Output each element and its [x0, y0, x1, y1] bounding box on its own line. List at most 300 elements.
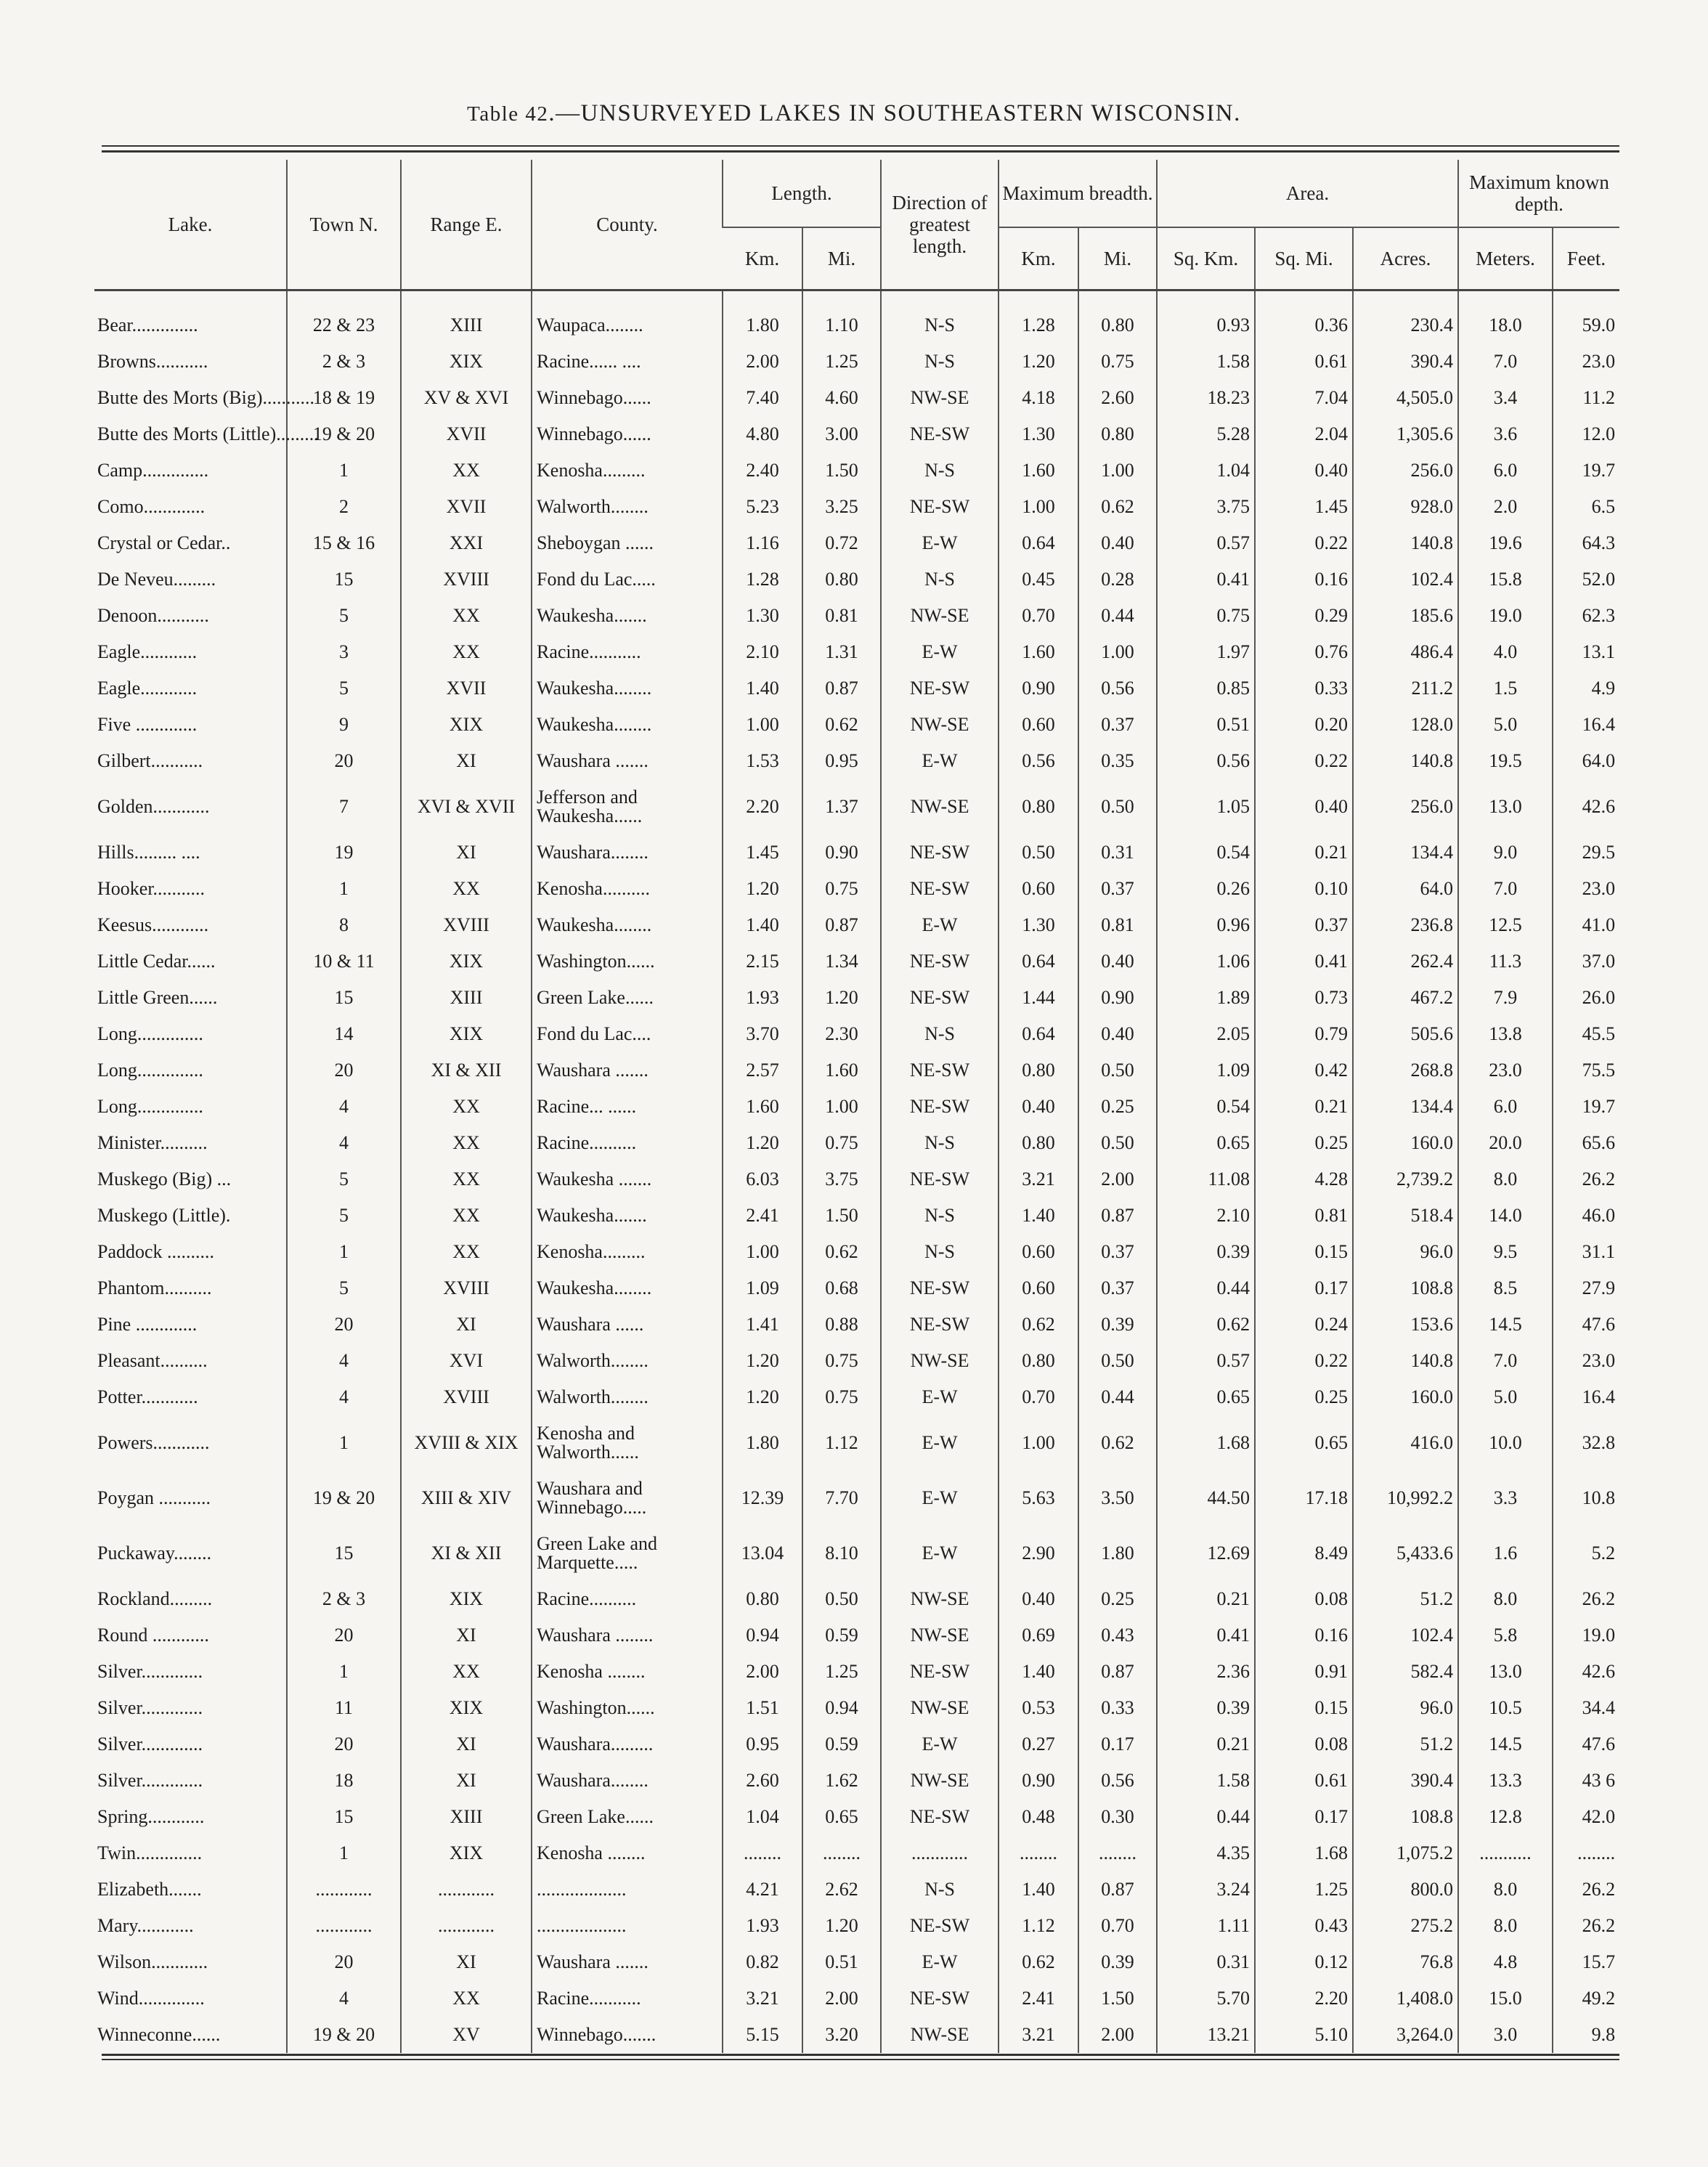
- cell-breadth-mi: 0.87: [1078, 1871, 1157, 1908]
- cell-sq-mi: 0.37: [1255, 907, 1353, 943]
- table-row: [94, 598, 1619, 634]
- cell-lake: Round ............: [97, 1625, 209, 1646]
- cell-acres: 416.0: [1353, 1415, 1458, 1471]
- cell-sq-mi: 0.40: [1255, 779, 1353, 834]
- cell-feet: 42.0: [1553, 1799, 1619, 1835]
- cell-length-km: 4.21: [723, 1871, 802, 1908]
- cell-meters: 11.3: [1458, 943, 1553, 980]
- cell-breadth-mi: 0.56: [1078, 670, 1157, 707]
- table-row: [94, 670, 1619, 707]
- cell-acres: 268.8: [1353, 1052, 1458, 1089]
- cell-town: 1: [287, 1654, 401, 1690]
- cell-lake: Little Cedar......: [97, 951, 216, 972]
- cell-county: Waushara .......: [532, 743, 723, 779]
- cell-feet: 49.2: [1553, 1980, 1619, 2017]
- cell-acres: 5,433.6: [1353, 1526, 1458, 1581]
- cell-sq-km: 18.23: [1157, 380, 1255, 416]
- cell-range: XVIII: [401, 561, 532, 598]
- cell-length-km: 13.04: [723, 1526, 802, 1581]
- cell-feet: 5.2: [1553, 1526, 1619, 1581]
- cell-town: 4: [287, 1089, 401, 1125]
- cell-breadth-mi: 0.25: [1078, 1089, 1157, 1125]
- cell-breadth-km: 0.70: [999, 1379, 1078, 1415]
- cell-feet: 23.0: [1553, 343, 1619, 380]
- cell-breadth-km: 1.40: [999, 1654, 1078, 1690]
- table-row: [94, 525, 1619, 561]
- cell-sq-km: 0.62: [1157, 1306, 1255, 1343]
- cell-breadth-mi: 0.44: [1078, 1379, 1157, 1415]
- cell-breadth-mi: 0.90: [1078, 980, 1157, 1016]
- cell-breadth-km: 0.50: [999, 834, 1078, 871]
- cell-sq-mi: 0.43: [1255, 1908, 1353, 1944]
- cell-meters: 19.0: [1458, 598, 1553, 634]
- cell-sq-km: 0.26: [1157, 871, 1255, 907]
- cell-lake: Como.............: [97, 496, 206, 517]
- cell-town: 20: [287, 1726, 401, 1763]
- table-row: [94, 1052, 1619, 1089]
- cell-county: Walworth........: [532, 1379, 723, 1415]
- cell-direction: N-S: [881, 1198, 999, 1234]
- cell-sq-km: 4.35: [1157, 1835, 1255, 1871]
- cell-length-mi: 2.30: [802, 1016, 881, 1052]
- header-length-km: Km.: [723, 227, 802, 290]
- cell-length-km: ........: [723, 1835, 802, 1871]
- cell-feet: 47.6: [1553, 1306, 1619, 1343]
- cell-town: 4: [287, 1980, 401, 2017]
- cell-sq-mi: 0.25: [1255, 1379, 1353, 1415]
- cell-meters: 8.0: [1458, 1908, 1553, 1944]
- cell-sq-km: 0.65: [1157, 1379, 1255, 1415]
- cell-town: 5: [287, 1198, 401, 1234]
- cell-feet: 19.0: [1553, 1617, 1619, 1654]
- cell-town: 4: [287, 1343, 401, 1379]
- cell-meters: 8.0: [1458, 1871, 1553, 1908]
- cell-breadth-km: 0.60: [999, 871, 1078, 907]
- cell-length-mi: 1.50: [802, 452, 881, 489]
- cell-range: XIII: [401, 307, 532, 343]
- cell-lake: Powers............: [97, 1432, 210, 1453]
- cell-range: XI: [401, 1763, 532, 1799]
- cell-meters: 15.0: [1458, 1980, 1553, 2017]
- cell-county: Waukesha .......: [532, 1161, 723, 1198]
- cell-breadth-km: ........: [999, 1835, 1078, 1871]
- cell-breadth-km: 1.40: [999, 1198, 1078, 1234]
- cell-meters: 9.5: [1458, 1234, 1553, 1270]
- cell-feet: 4.9: [1553, 670, 1619, 707]
- cell-sq-km: 0.57: [1157, 1343, 1255, 1379]
- cell-acres: 185.6: [1353, 598, 1458, 634]
- table-row: [94, 1799, 1619, 1835]
- cell-lake: Twin..............: [97, 1842, 203, 1863]
- cell-sq-mi: 0.81: [1255, 1198, 1353, 1234]
- cell-length-km: 4.80: [723, 416, 802, 452]
- cell-length-km: 1.20: [723, 1379, 802, 1415]
- table-row: [94, 871, 1619, 907]
- cell-county: ...................: [532, 1908, 723, 1944]
- cell-sq-km: 1.04: [1157, 452, 1255, 489]
- cell-length-mi: 2.62: [802, 1871, 881, 1908]
- cell-meters: 20.0: [1458, 1125, 1553, 1161]
- cell-town: ............: [287, 1908, 401, 1944]
- cell-breadth-km: 1.28: [999, 307, 1078, 343]
- cell-breadth-km: 0.90: [999, 1763, 1078, 1799]
- table-title-text: .—UNSURVEYED LAKES IN SOUTHEASTERN WISCONSIN.: [548, 100, 1241, 126]
- cell-lake: Silver.............: [97, 1733, 203, 1755]
- cell-length-mi: 0.95: [802, 743, 881, 779]
- cell-county: Winnebago......: [532, 380, 723, 416]
- cell-sq-km: 0.56: [1157, 743, 1255, 779]
- cell-sq-mi: 0.65: [1255, 1415, 1353, 1471]
- cell-breadth-mi: 0.37: [1078, 1234, 1157, 1270]
- cell-breadth-mi: 0.43: [1078, 1617, 1157, 1654]
- cell-lake: Wilson............: [97, 1951, 208, 1972]
- header-depth: Maximum known depth.: [1458, 160, 1619, 227]
- cell-breadth-km: 2.90: [999, 1526, 1078, 1581]
- cell-meters: 2.0: [1458, 489, 1553, 525]
- cell-county: Fond du Lac....: [532, 1016, 723, 1052]
- cell-feet: 19.7: [1553, 452, 1619, 489]
- cell-length-mi: 1.31: [802, 634, 881, 670]
- cell-lake: Crystal or Cedar..: [97, 532, 231, 553]
- cell-meters: 14.5: [1458, 1306, 1553, 1343]
- cell-acres: 102.4: [1353, 561, 1458, 598]
- cell-lake: Muskego (Little).: [97, 1205, 231, 1226]
- cell-direction: NE-SW: [881, 489, 999, 525]
- cell-range: XVII: [401, 489, 532, 525]
- cell-county: Waushara........: [532, 1763, 723, 1799]
- cell-length-mi: 0.75: [802, 871, 881, 907]
- cell-county: ...................: [532, 1871, 723, 1908]
- cell-town: 20: [287, 743, 401, 779]
- cell-county: Racine..........: [532, 1125, 723, 1161]
- header-acres: Acres.: [1353, 227, 1458, 290]
- cell-meters: 7.0: [1458, 1343, 1553, 1379]
- table-row: [94, 416, 1619, 452]
- cell-lake: Puckaway........: [97, 1542, 212, 1564]
- cell-town: 1: [287, 1835, 401, 1871]
- cell-length-mi: 1.20: [802, 1908, 881, 1944]
- header-meters: Meters.: [1458, 227, 1553, 290]
- cell-range: XVIII & XIX: [401, 1415, 532, 1471]
- table-row: [94, 907, 1619, 943]
- bottom-rule-double: [102, 2059, 1619, 2060]
- cell-acres: 64.0: [1353, 871, 1458, 907]
- cell-town: 2: [287, 489, 401, 525]
- cell-breadth-mi: 0.50: [1078, 1052, 1157, 1089]
- header-breadth-mi: Mi.: [1078, 227, 1157, 290]
- cell-feet: 12.0: [1553, 416, 1619, 452]
- cell-range: XI: [401, 1944, 532, 1980]
- cell-meters: 9.0: [1458, 834, 1553, 871]
- cell-feet: 75.5: [1553, 1052, 1619, 1089]
- cell-lake: Pine .............: [97, 1314, 198, 1335]
- cell-length-mi: 0.90: [802, 834, 881, 871]
- cell-county: Green Lake and Marquette.....: [532, 1526, 723, 1581]
- cell-range: XIII & XIV: [401, 1471, 532, 1526]
- cell-lake: Paddock ..........: [97, 1241, 215, 1262]
- cell-sq-mi: 0.17: [1255, 1799, 1353, 1835]
- cell-breadth-km: 0.62: [999, 1306, 1078, 1343]
- cell-direction: NW-SE: [881, 1763, 999, 1799]
- cell-sq-km: 0.93: [1157, 307, 1255, 343]
- cell-county: Washington......: [532, 943, 723, 980]
- cell-acres: 102.4: [1353, 1617, 1458, 1654]
- cell-breadth-km: 0.69: [999, 1617, 1078, 1654]
- cell-length-km: 1.93: [723, 980, 802, 1016]
- cell-lake: Muskego (Big) ...: [97, 1168, 232, 1190]
- cell-lake: Wind..............: [97, 1988, 205, 2009]
- cell-direction: NE-SW: [881, 1306, 999, 1343]
- cell-sq-mi: 1.45: [1255, 489, 1353, 525]
- cell-feet: 32.8: [1553, 1415, 1619, 1471]
- cell-sq-mi: 0.40: [1255, 452, 1353, 489]
- cell-acres: 230.4: [1353, 307, 1458, 343]
- cell-acres: 140.8: [1353, 1343, 1458, 1379]
- cell-range: XIX: [401, 343, 532, 380]
- cell-sq-km: 12.69: [1157, 1526, 1255, 1581]
- cell-breadth-mi: 0.28: [1078, 561, 1157, 598]
- cell-sq-km: 0.54: [1157, 834, 1255, 871]
- cell-feet: 29.5: [1553, 834, 1619, 871]
- cell-direction: E-W: [881, 1526, 999, 1581]
- cell-direction: NE-SW: [881, 1654, 999, 1690]
- cell-length-mi: 0.59: [802, 1726, 881, 1763]
- cell-length-mi: 1.34: [802, 943, 881, 980]
- cell-length-mi: 0.62: [802, 707, 881, 743]
- cell-acres: 1,075.2: [1353, 1835, 1458, 1871]
- cell-range: XIII: [401, 1799, 532, 1835]
- cell-town: 19 & 20: [287, 2017, 401, 2053]
- cell-feet: 26.2: [1553, 1871, 1619, 1908]
- cell-direction: N-S: [881, 1871, 999, 1908]
- cell-breadth-km: 0.64: [999, 943, 1078, 980]
- header-town: Town N.: [287, 160, 401, 290]
- cell-meters: 13.0: [1458, 1654, 1553, 1690]
- cell-breadth-mi: ........: [1078, 1835, 1157, 1871]
- cell-town: 8: [287, 907, 401, 943]
- cell-length-km: 12.39: [723, 1471, 802, 1526]
- cell-range: XX: [401, 1089, 532, 1125]
- cell-breadth-km: 0.80: [999, 1125, 1078, 1161]
- cell-lake: Spring............: [97, 1806, 205, 1827]
- cell-direction: NW-SE: [881, 598, 999, 634]
- cell-length-km: 2.40: [723, 452, 802, 489]
- cell-breadth-km: 1.00: [999, 1415, 1078, 1471]
- cell-breadth-km: 0.40: [999, 1581, 1078, 1617]
- cell-town: 19 & 20: [287, 416, 401, 452]
- header-range: Range E.: [401, 160, 532, 290]
- cell-acres: 51.2: [1353, 1581, 1458, 1617]
- cell-sq-mi: 0.15: [1255, 1690, 1353, 1726]
- cell-feet: 59.0: [1553, 307, 1619, 343]
- cell-town: 19: [287, 834, 401, 871]
- cell-length-mi: 8.10: [802, 1526, 881, 1581]
- cell-acres: 518.4: [1353, 1198, 1458, 1234]
- table-body: [94, 290, 1619, 2054]
- cell-sq-mi: 0.41: [1255, 943, 1353, 980]
- cell-breadth-km: 0.70: [999, 598, 1078, 634]
- cell-town: 11: [287, 1690, 401, 1726]
- cell-breadth-km: 1.30: [999, 907, 1078, 943]
- cell-feet: 16.4: [1553, 1379, 1619, 1415]
- cell-breadth-km: 0.53: [999, 1690, 1078, 1726]
- cell-county: Green Lake......: [532, 980, 723, 1016]
- cell-sq-mi: 0.17: [1255, 1270, 1353, 1306]
- cell-sq-km: 1.06: [1157, 943, 1255, 980]
- cell-feet: 6.5: [1553, 489, 1619, 525]
- cell-sq-km: 0.39: [1157, 1234, 1255, 1270]
- cell-sq-km: 0.21: [1157, 1581, 1255, 1617]
- cell-town: 5: [287, 598, 401, 634]
- table-row: [94, 561, 1619, 598]
- cell-length-mi: 1.10: [802, 307, 881, 343]
- table-row: [94, 489, 1619, 525]
- cell-meters: 8.0: [1458, 1581, 1553, 1617]
- cell-sq-mi: 0.25: [1255, 1125, 1353, 1161]
- cell-acres: 928.0: [1353, 489, 1458, 525]
- table-row: [94, 1690, 1619, 1726]
- cell-sq-mi: 0.42: [1255, 1052, 1353, 1089]
- cell-breadth-km: 4.18: [999, 380, 1078, 416]
- cell-town: 4: [287, 1125, 401, 1161]
- cell-direction: N-S: [881, 343, 999, 380]
- cell-direction: NE-SW: [881, 1161, 999, 1198]
- cell-length-km: 1.51: [723, 1690, 802, 1726]
- cell-range: XI: [401, 743, 532, 779]
- cell-acres: 76.8: [1353, 1944, 1458, 1980]
- cell-town: 9: [287, 707, 401, 743]
- cell-meters: 8.5: [1458, 1270, 1553, 1306]
- table-row: [94, 380, 1619, 416]
- cell-lake: Elizabeth.......: [97, 1879, 202, 1900]
- cell-sq-km: 0.54: [1157, 1089, 1255, 1125]
- cell-meters: 10.5: [1458, 1690, 1553, 1726]
- table-spacer: [94, 290, 1619, 308]
- cell-town: 18: [287, 1763, 401, 1799]
- cell-meters: 4.0: [1458, 634, 1553, 670]
- cell-breadth-mi: 1.80: [1078, 1526, 1157, 1581]
- cell-direction: NE-SW: [881, 1052, 999, 1089]
- cell-lake: Silver.............: [97, 1770, 203, 1791]
- cell-direction: NE-SW: [881, 416, 999, 452]
- cell-acres: 4,505.0: [1353, 380, 1458, 416]
- cell-acres: 505.6: [1353, 1016, 1458, 1052]
- cell-length-mi: 0.65: [802, 1799, 881, 1835]
- cell-sq-mi: 0.73: [1255, 980, 1353, 1016]
- cell-length-mi: 1.60: [802, 1052, 881, 1089]
- cell-direction: NE-SW: [881, 1980, 999, 2017]
- cell-lake: Denoon...........: [97, 605, 209, 626]
- cell-county: Waushara........: [532, 834, 723, 871]
- cell-sq-km: 1.58: [1157, 1763, 1255, 1799]
- cell-meters: 10.0: [1458, 1415, 1553, 1471]
- cell-direction: N-S: [881, 561, 999, 598]
- cell-county: Waupaca........: [532, 307, 723, 343]
- cell-feet: 11.2: [1553, 380, 1619, 416]
- cell-feet: 31.1: [1553, 1234, 1619, 1270]
- header-lake: Lake.: [168, 214, 213, 235]
- cell-meters: 1.5: [1458, 670, 1553, 707]
- cell-breadth-km: 1.30: [999, 416, 1078, 452]
- cell-length-mi: 3.00: [802, 416, 881, 452]
- cell-sq-mi: 2.04: [1255, 416, 1353, 452]
- cell-lake: Long..............: [97, 1023, 203, 1044]
- cell-county: Waukesha........: [532, 670, 723, 707]
- cell-sq-km: 1.68: [1157, 1415, 1255, 1471]
- cell-county: Kenosha ........: [532, 1654, 723, 1690]
- cell-breadth-mi: 0.62: [1078, 1415, 1157, 1471]
- cell-meters: 5.8: [1458, 1617, 1553, 1654]
- cell-breadth-mi: 0.70: [1078, 1908, 1157, 1944]
- cell-sq-km: 0.85: [1157, 670, 1255, 707]
- cell-sq-km: 5.28: [1157, 416, 1255, 452]
- cell-sq-mi: 17.18: [1255, 1471, 1353, 1526]
- cell-town: 1: [287, 1234, 401, 1270]
- cell-length-km: 1.00: [723, 707, 802, 743]
- cell-length-mi: 7.70: [802, 1471, 881, 1526]
- cell-length-km: 1.04: [723, 1799, 802, 1835]
- cell-acres: 160.0: [1353, 1379, 1458, 1415]
- table-row: [94, 707, 1619, 743]
- cell-range: XV: [401, 2017, 532, 2053]
- cell-direction: ............: [881, 1835, 999, 1871]
- cell-sq-km: 1.89: [1157, 980, 1255, 1016]
- cell-sq-mi: 0.22: [1255, 1343, 1353, 1379]
- cell-feet: 45.5: [1553, 1016, 1619, 1052]
- cell-feet: 9.8: [1553, 2017, 1619, 2053]
- cell-length-km: 2.60: [723, 1763, 802, 1799]
- cell-sq-km: 0.44: [1157, 1799, 1255, 1835]
- cell-county: Racine... ......: [532, 1089, 723, 1125]
- cell-breadth-km: 1.44: [999, 980, 1078, 1016]
- cell-sq-mi: 0.91: [1255, 1654, 1353, 1690]
- cell-length-mi: 3.75: [802, 1161, 881, 1198]
- table-row: [94, 1835, 1619, 1871]
- cell-direction: NE-SW: [881, 943, 999, 980]
- cell-county: Waukesha.......: [532, 598, 723, 634]
- cell-acres: 108.8: [1353, 1270, 1458, 1306]
- cell-meters: 14.5: [1458, 1726, 1553, 1763]
- cell-acres: 134.4: [1353, 1089, 1458, 1125]
- cell-feet: 16.4: [1553, 707, 1619, 743]
- cell-sq-mi: 7.04: [1255, 380, 1353, 416]
- cell-feet: 42.6: [1553, 1654, 1619, 1690]
- cell-breadth-km: 1.40: [999, 1871, 1078, 1908]
- cell-county: Waushara and Winnebago.....: [532, 1471, 723, 1526]
- cell-length-mi: 1.12: [802, 1415, 881, 1471]
- cell-acres: 10,992.2: [1353, 1471, 1458, 1526]
- cell-lake: Browns...........: [97, 351, 208, 372]
- cell-length-km: 1.93: [723, 1908, 802, 1944]
- cell-length-mi: 1.25: [802, 1654, 881, 1690]
- cell-sq-km: 5.70: [1157, 1980, 1255, 2017]
- cell-acres: 211.2: [1353, 670, 1458, 707]
- cell-town: 14: [287, 1016, 401, 1052]
- cell-acres: 275.2: [1353, 1908, 1458, 1944]
- cell-length-km: 1.80: [723, 307, 802, 343]
- cell-county: Green Lake......: [532, 1799, 723, 1835]
- cell-town: 1: [287, 1415, 401, 1471]
- cell-range: XX: [401, 598, 532, 634]
- header-direction: Direction of greatest length.: [881, 160, 999, 290]
- cell-direction: N-S: [881, 1234, 999, 1270]
- cell-feet: 41.0: [1553, 907, 1619, 943]
- cell-feet: 34.4: [1553, 1690, 1619, 1726]
- cell-acres: 582.4: [1353, 1654, 1458, 1690]
- cell-county: Fond du Lac.....: [532, 561, 723, 598]
- cell-sq-mi: 8.49: [1255, 1526, 1353, 1581]
- cell-breadth-mi: 0.39: [1078, 1944, 1157, 1980]
